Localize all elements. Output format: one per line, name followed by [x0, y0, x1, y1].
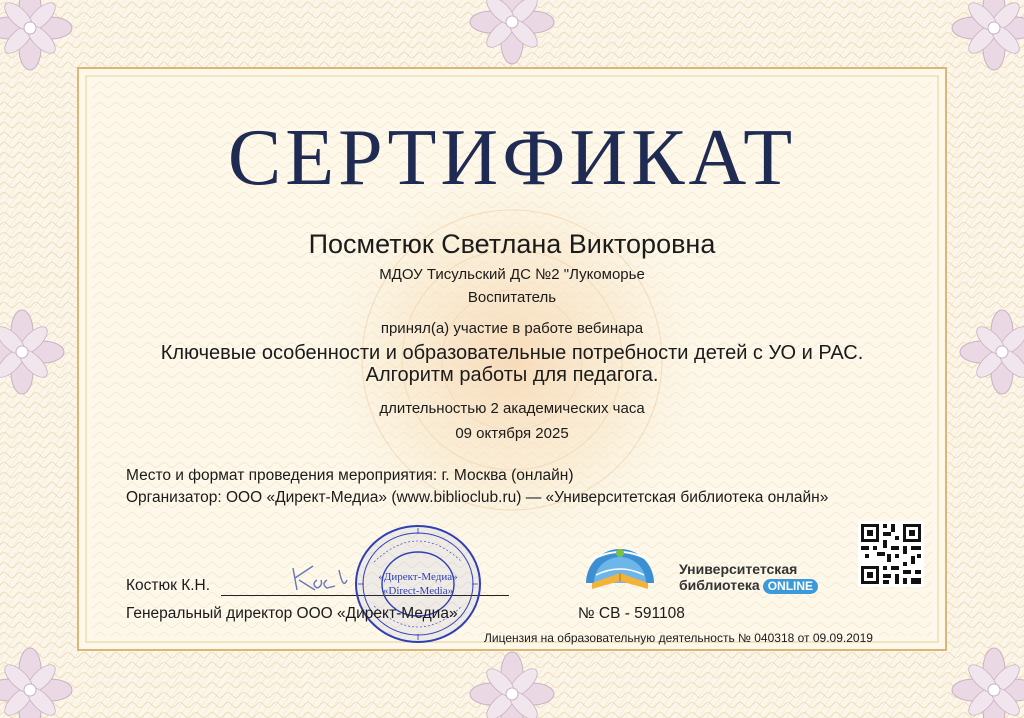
- signer-title: Генеральный директор ООО «Директ-Медиа»: [126, 605, 458, 622]
- venue-text: Место и формат проведения мероприятия: г. Москва (онлайн): [126, 467, 574, 484]
- recipient-name: Посметюк Светлана Викторовна: [308, 229, 716, 259]
- handwritten-signature: [283, 560, 353, 596]
- certificate-title: СЕРТИФИКАТ: [227, 114, 797, 202]
- library-name: [679, 561, 818, 594]
- organizer-text: Организатор: ООО «Директ-Медиа» (www.biblioclub.ru) — «Университетская библиотека онлайн»: [126, 489, 829, 506]
- globe-book-logo-icon: [580, 533, 660, 593]
- recipient-organization: МДОУ Тисульский ДС №2 "Лукоморье: [379, 266, 645, 283]
- library-name-word: библиотека: [679, 577, 760, 593]
- duration-text: длительностью 2 академических часа: [379, 400, 645, 417]
- event-date: 09 октября 2025: [455, 425, 569, 442]
- webinar-title: Ключевые особенности и образовательные потребности детей с УО и РАС. Алгоритм работы для педагога.: [160, 342, 864, 386]
- online-badge: ONLINE: [763, 579, 818, 594]
- certificate-number: № СВ - 591108: [578, 605, 685, 622]
- library-name-line-1: Университетская: [679, 561, 798, 577]
- qr-code-icon: [858, 521, 924, 587]
- participation-text: принял(а) участие в работе вебинара: [380, 320, 644, 337]
- stamp-line-2: «Direct-Media»: [382, 585, 454, 597]
- library-name-line-2: [679, 577, 818, 594]
- stamp-line-1: «Директ-Медиа»: [378, 571, 458, 583]
- signer-name: Костюк К.Н.: [126, 577, 211, 594]
- recipient-position: Воспитатель: [467, 289, 557, 306]
- license-text: Лицензия на образовательную деятельность № 040318 от 09.09.2019: [484, 631, 873, 645]
- company-stamp: [352, 522, 484, 646]
